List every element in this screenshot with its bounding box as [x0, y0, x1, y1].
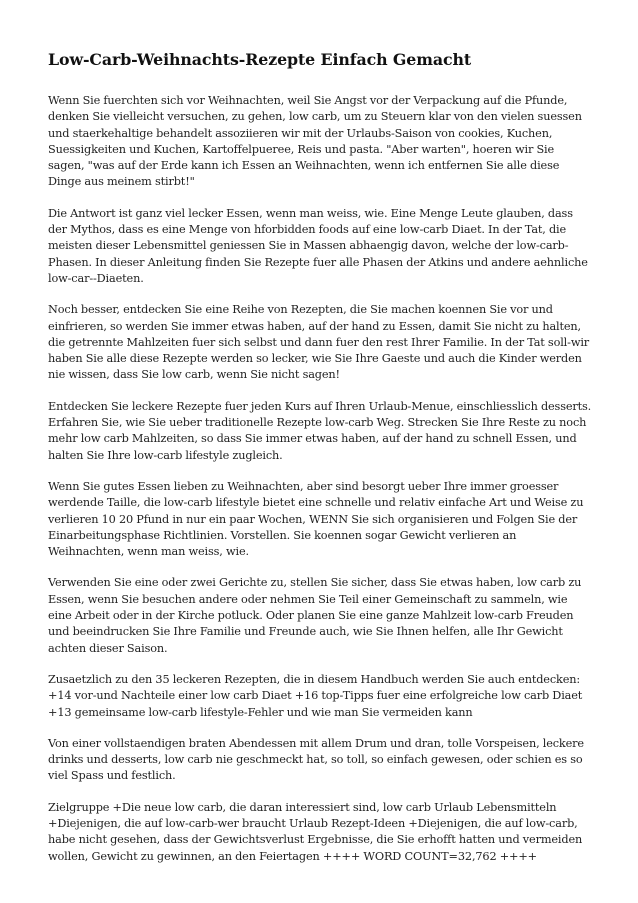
- paragraph-potluck: Verwenden Sie eine oder zwei Gerichte zu, stellen Sie sicher, dass Sie etwas haben, low carb zu Essen, wenn Sie besuchen andere oder nehmen Sie Teil einer Gemeinschaft zu sammeln, wie eine Arbeit oder in der Kirche potluck. Oder planen Sie eine ganze Mahlzeit low-carb Freuden und beeindrucken Sie Ihre Familie und Freunde auch, wie Sie Ihnen helfen, alle Ihr Gewicht achten dieser Saison.: [48, 576, 582, 655]
- paragraph-freeze-recipes: Noch besser, entdecken Sie eine Reihe von Rezepten, die Sie machen koennen Sie vor und einfrieren, so werden Sie immer etwas haben, auf der hand zu Essen, damit Sie nicht zu halten, die getrennte Mahlzeiten fuer sich selbst und dann fuer den rest Ihrer Familie. In der Tat soll-wir haben Sie alle diese Rezepte werden so lecker, wie Sie Ihre Gaeste und auch die Kinder werden nie wissen, dass Sie low carb, wenn Sie nicht sagen!: [48, 303, 590, 382]
- paragraph-dinner: Von einer vollstaendigen braten Abendessen mit allem Drum und dran, tolle Vorspeisen, leckere drinks und desserts, low carb nie geschmeckt hat, so toll, so einfach gewesen, oder schien es so viel Spass und festlich.: [48, 736, 584, 783]
- paragraph-audience: Zielgruppe +Die neue low carb, die daran interessiert sind, low carb Urlaub Lebensmitteln +Diejenigen, die auf low-carb-wer braucht Urlaub Rezept-Ideen +Diejenigen, die auf low-carb, habe nicht gesehen, dass der Gewichtsverlust Ergebnisse, die Sie erhofft hatten und vermeiden wollen, Gewicht zu gewinnen, an den Feiertagen ++++ WORD COUNT=32,762 ++++: [48, 800, 583, 863]
- paragraph-weight-loss: Wenn Sie gutes Essen lieben zu Weihnachten, aber sind besorgt ueber Ihre immer groesser werdende Taille, die low-carb lifestyle bietet eine schnelle und relativ einfache Art und Weise zu verlieren 10 20 Pfund in nur ein paar Wochen, WENN Sie sich organisieren und Folgen Sie der Einarbeitungsphase Richtlinien. Vorstellen. Sie koennen sogar Gewicht verlieren an Weihnachten, wenn man weiss, wie.: [48, 479, 584, 559]
- paragraph-answer: Die Antwort ist ganz viel lecker Essen, wenn man weiss, wie. Eine Menge Leute glauben, dass der Mythos, dass es eine Menge von hforbidden foods auf eine low-carb Diaet. In der Tat, die meisten dieser Lebensmittel geniessen Sie in Massen abhaengig davon, welche der low-carb-Phasen. In dieser Anleitung finden Sie Rezepte fuer alle Phasen der Atkins und andere aehnliche low-car--Diaeten.: [48, 206, 588, 285]
- document-title: Low-Carb-Weihnachts-Rezepte Einfach Gemacht: [48, 50, 472, 69]
- paragraph-extras: Zusaetzlich zu den 35 leckeren Rezepten, die in diesem Handbuch werden Sie auch entdecken: +14 vor-und Nachteile einer low carb Diaet +16 top-Tipps fuer eine erfolgreiche low carb Diaet +13 gemeinsame low-carb lifestyle-Fehler und wie man Sie vermeiden kann: [48, 672, 583, 719]
- paragraph-intro: Wenn Sie fuerchten sich vor Weihnachten, weil Sie Angst vor der Verpackung auf die Pfunde, denken Sie vielleicht versuchen, zu gehen, low carb, um zu Steuern klar von den vielen suessen und staerkehaltige behandelt assoziieren wir mit der Urlaubs-Saison von cookies, Kuchen, Suessigkeiten und Kuchen, Kartoffelpueree, Reis und pasta. "Aber warten", hoeren wir Sie sagen, "was auf der Erde kann ich Essen an Weihnachten, wenn ich entfernen Sie alle diese Dinge aus meinem stirbt!": [48, 94, 582, 189]
- paragraph-menu-courses: Entdecken Sie leckere Rezepte fuer jeden Kurs auf Ihren Urlaub-Menue, einschliesslich desserts. Erfahren Sie, wie Sie ueber traditionelle Rezepte low-carb Weg. Strecken Sie Ihre Reste zu noch mehr low carb Mahlzeiten, so dass Sie immer etwas haben, auf der hand zu schnell Essen, und halten Sie Ihre low-carb lifestyle zugleich.: [48, 399, 592, 462]
